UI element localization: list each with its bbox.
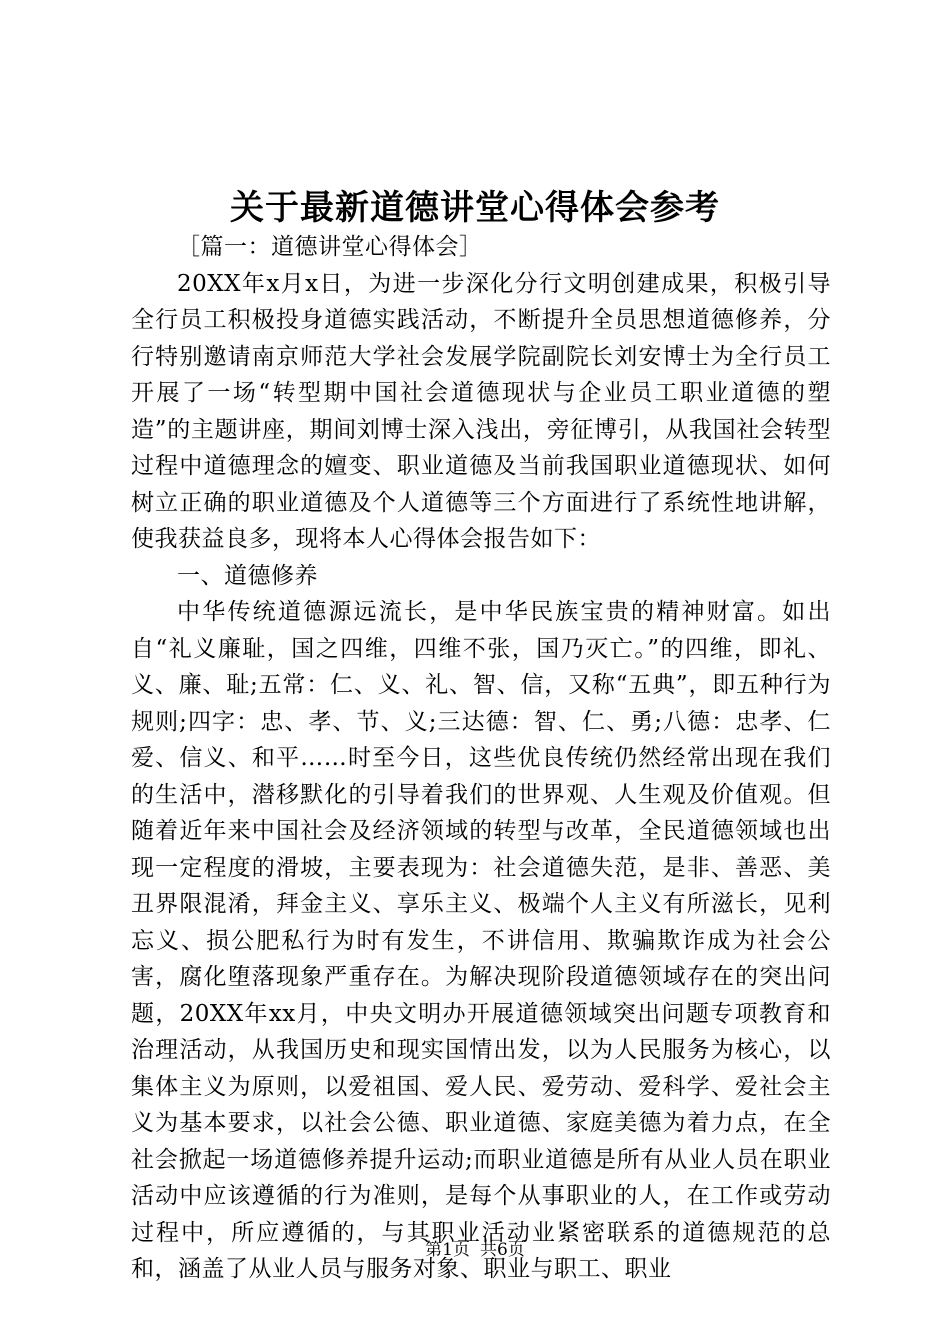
document-title: 关于最新道德讲堂心得体会参考 xyxy=(230,188,720,228)
document-body xyxy=(131,229,831,1288)
page-footer xyxy=(0,1238,950,1262)
section-heading: 一、道德修养 xyxy=(177,562,318,589)
section-label: ［篇一：道德讲堂心得体会］ xyxy=(177,234,483,260)
paragraph-intro: 20XX年x月x日，为进一步深化分行文明创建成果，积极引导全行员工积极投身道德实践活动，不断提升全员思想道德修养，分行特别邀请南京师范大学社会发展学院副院长刘安博士为全行员工开展了一场“转型期中国社会道德现状与企业员工职业道德的塑造”的主题讲座，期间刘博士深入浅出，旁征博引，从我国社会转型过程中道德理念的嬗变、职业道德及当前我国职业道德现状、如何树立正确的职业道德及个人道德等三个方面进行了系统性地讲解，使我获益良多，现将本人心得体会报告如下： xyxy=(131,270,831,552)
paragraph-moral-cultivation: 中华传统道德源远流长，是中华民族宝贵的精神财富。如出自“礼义廉耻，国之四维，四维不张，国乃灭亡。”的四维，即礼、义、廉、耻;五常：仁、义、礼、智、信，又称“五典”，即五种行为规则;四字：忠、孝、节、义;三达德：智、仁、勇;八德：忠孝、仁爱、信义、和平……时至今日，这些优良传统仍然经常出现在我们的生活中，潜移默化的引导着我们的世界观、人生观及价值观。但随着近年来中国社会及经济领域的转型与改革，全民道德领域也出现一定程度的滑坡，主要表现为：社会道德失范，是非、善恶、美丑界限混淆，拜金主义、享乐主义、极端个人主义有所滋长，见利忘义、损公肥私行为时有发生，不讲信用、欺骗欺诈成为社会公害，腐化堕落现象严重存在。为解决现阶段道德领域存在的突出问题，20XX年xx月，中央文明办开展道德领域突出问题专项教育和治理活动，从我国历史和现实国情出发，以为人民服务为核心，以集体主义为原则，以爱祖国、爱人民、爱劳动、爱科学、爱社会主义为基本要求，以社会公德、职业道德、家庭美德为着力点，在全社会掀起一场道德修养提升运动;而职业道德是所有从业人员在职业活动中应该遵循的行为准则，是每个从事职业的人，在工作或劳动过程中，所应遵循的，与其职业活动业紧密联系的道德规范的总和，涵盖了从业人员与服务对象、职业与职工、职业 xyxy=(131,599,831,1282)
page-number: 第1页 xyxy=(425,1240,470,1260)
page-total: 共6页 xyxy=(480,1240,525,1260)
